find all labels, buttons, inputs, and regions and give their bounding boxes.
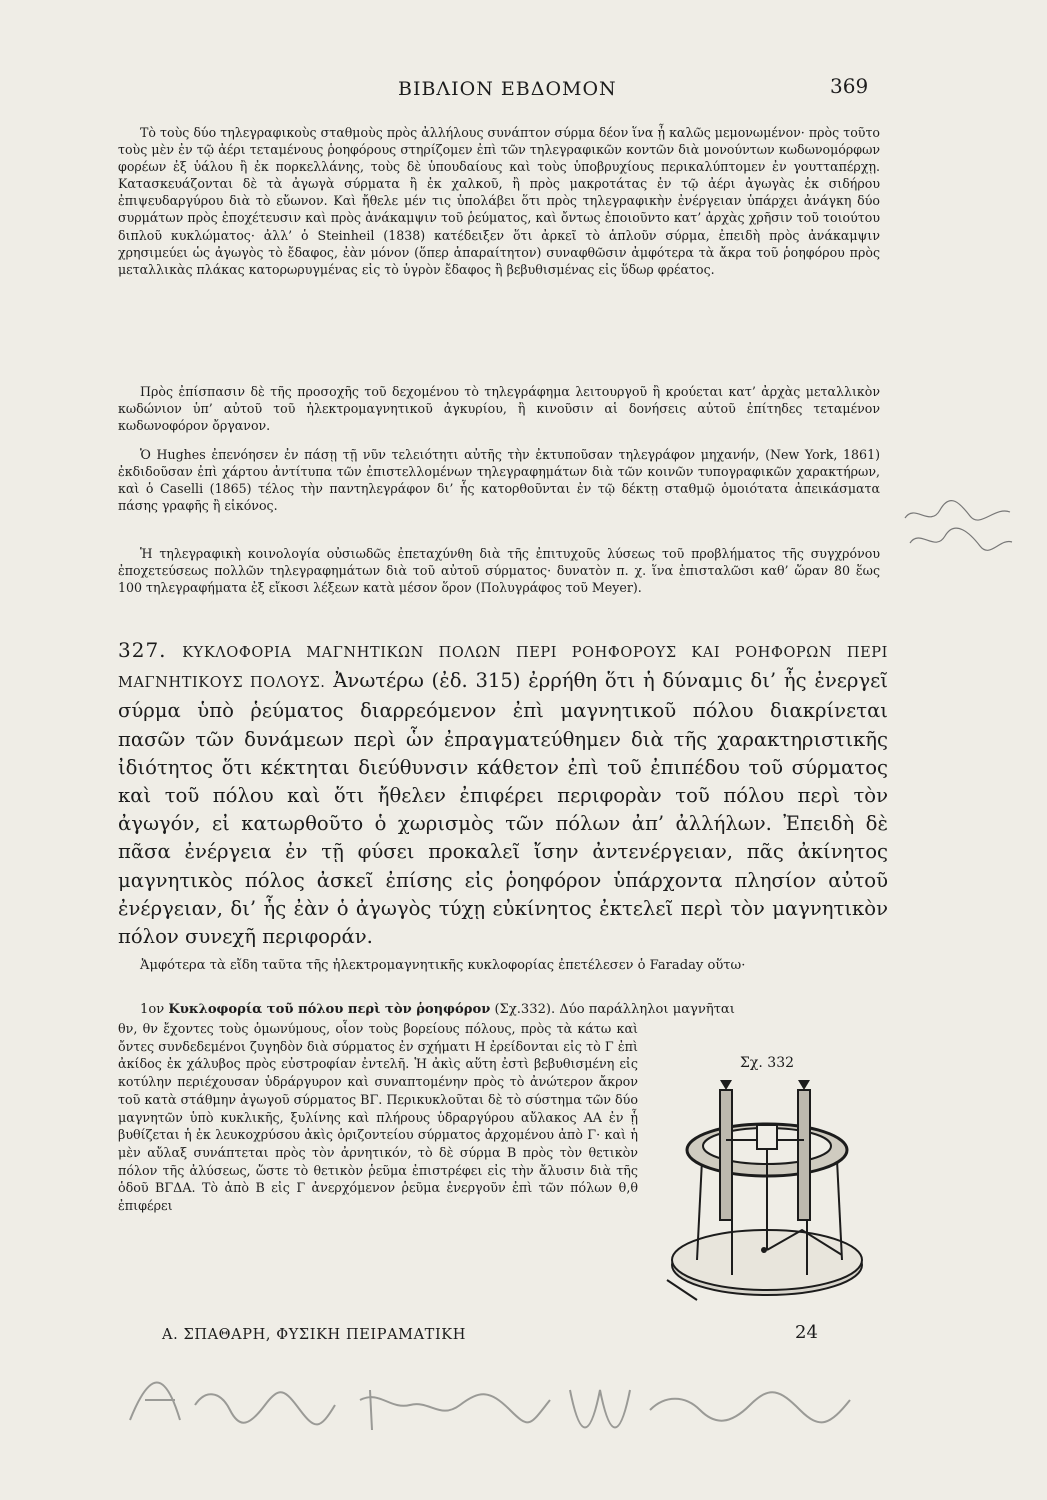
subsection-lead	[118, 1001, 883, 1020]
section-heading: ΚΥΚΛΟΦΟΡΙΑ ΜΑΓΝΗΤΙΚΩΝ ΠΟΛΩΝ ΠΕΡΙ ΡΟΗΦΟΡΟΥΣ ΚΑΙ ΡΟΗΦΟΡΩΝ ΠΕΡΙ ΜΑΓΝΗΤΙΚΟΥΣ ΠΟΛΟΥΣ.	[118, 645, 888, 692]
paragraph: Ὁ Hughes ἐπενόησεν ἐν πάσῃ τῇ νῦν τελειότητι αὐτῆς τὴν ἐκτυποῦσαν τηλεγράφον μηχανήν, (New York, 1861) ἐκδιδοῦσαν ἐπὶ χάρτου ἀντίτυπα τῶν ἐπιστελλομένων τηλεγραφημάτων διὰ τῶν κοινῶν τυπογραφικῶν χαρακτήρων, καὶ ὁ Caselli (1865) τέλος τὴν παντηλεγράφον δι’ ἧς κατορθοῦνται ἐν τῷ δέκτῃ σταθμῷ ὁμοιότατα ἀπεικάσματα πάσης γραφῆς ἢ εἰκόνος.	[118, 447, 880, 514]
paragraph-faraday	[118, 957, 883, 976]
page-number: 369	[830, 74, 869, 98]
paragraph-wiring	[118, 124, 880, 278]
signature-mark: 24	[795, 1322, 818, 1343]
paragraph: Ἀμφότερα τὰ εἴδη ταῦτα τῆς ἠλεκτρομαγνητικῆς κυκλοφορίας ἐπετέλεσεν ὁ Faraday οὕτω·	[140, 958, 746, 973]
paragraph-multiplex	[118, 545, 880, 596]
subsection-column: θν, θν ἔχοντες τοὺς ὁμωνύμους, οἷον τοὺς βορείους πόλους, πρὸς τὰ κάτω καὶ ὄντες συνδεδεμένοι ζυγηδὸν διὰ σύρματος ἐν σχήματι Η ἐρείδονται εἰς τὸ Γ ἐπὶ ἀκίδος ἐκ χάλυβος πρὸς εὐστροφίαν ἐντελῆ. Ἡ ἀκὶς αὕτη ἐστὶ βεβυθισμένη εἰς κοτύλην περιέχουσαν ὑδράργυρον καὶ συναπτομένην πρὸς τὸ ἀνώτερον ἄκρον τοῦ κατὰ στάθμην ἀγωγοῦ σύρματος ΒΓ. Περικυκλοῦται δὲ τὸ σύστημα τῶν δύο μαγνητῶν ὑπὸ κυκλικῆς, ξυλίνης καὶ πλήρους ὑδραργύρου αὔλακος ΑΑ ἐν ᾗ βυθίζεται ἡ ἐκ λευκοχρύσου ἀκὶς ὁριζοντείου σύρματος ἀρχομένου ἀπὸ Γ· καὶ ἡ μὲν αὔλαξ συνάπτεται πρὸς τὸν ἀρνητικόν, τὸ δὲ σύρμα Β πρὸς τὸν θετικὸν πόλον τῆς ἀλύσεως, ὥστε τὸ θετικὸν ῥεῦμα ἐπιστρέφει εἰς τὴν ἄλυσιν διὰ τῆς ὁδοῦ ΒΓΔΑ. Τὸ ἀπὸ Β εἰς Γ ἀνερχόμενον ῥεῦμα ἐνεργοῦν ἐπὶ τῶν πόλων θ,θ ἐπιφέρει	[118, 1021, 638, 1214]
footer-title: Α. ΣΠΑΘΑΡΗ, ΦΥΣΙΚΗ ΠΕΙΡΑΜΑΤΙΚΗ	[162, 1327, 466, 1343]
handwritten-annotation	[110, 1350, 870, 1460]
section-327	[118, 636, 888, 951]
section-number: 327.	[118, 638, 167, 662]
subsection-title: Κυκλοφορία τοῦ πόλου περὶ τὸν ῥοηφόρον	[168, 1002, 491, 1017]
subsection-lead-rest: (Σχ.332). Δύο παράλληλοι μαγνῆται	[494, 1002, 735, 1017]
section-body: Ἀνωτέρω (ἐδ. 315) ἐρρήθη ὅτι ἡ δύναμις δι’ ἧς ἐνεργεῖ σύρμα ὑπὸ ῥεύματος διαρρεόμενον ἐπὶ μαγνητικοῦ πόλου διακρίνεται πασῶν τῶν δυνάμεων περὶ ὧν ἐπραγματεύθημεν διὰ τῆς χαρακτηριστικῆς ἰδιότητος ὅτι κέκτηται διεύθυνσιν κάθετον ἐπὶ τοῦ ἐπιπέδου τοῦ σύρματος καὶ τοῦ πόλου καὶ ὅτι ἤθελεν ἐπιφέρει περιφορὰν τοῦ πόλου περὶ τὸν ἀγωγόν, εἰ κατωρθοῦτο ὁ χωρισμὸς τῶν πόλων ἀπ’ ἀλλήλων. Ἐπειδὴ δὲ πᾶσα ἐνέργεια ἐν τῇ φύσει προκαλεῖ ἴσην ἀντενέργειαν, πᾶς ἀκίνητος μαγνητικὸς πόλος ἀσκεῖ ἐπίσης εἰς ῥοηφόρον ὑπάρχοντα πλησίον αὐτοῦ ἐνέργειαν, δι’ ἧς ἐὰν ὁ ἀγωγὸς τύχῃ εὐκίνητος ἐκτελεῖ περὶ τὸν μαγνητικὸν πόλον συνεχῆ περιφοράν.	[118, 669, 888, 949]
figure-label: Σχ. 332	[740, 1055, 795, 1071]
subsection-number: 1ον	[140, 1002, 165, 1017]
paragraph-bell	[118, 383, 880, 434]
paragraph: Τὸ τοὺς δύο τηλεγραφικοὺς σταθμοὺς πρὸς ἀλλήλους συνάπτον σύρμα δέον ἵνα ᾖ καλῶς μεμονωμένον· πρὸς τοῦτο τοὺς μὲν ἐν τῷ ἀέρι τεταμένους ῥοηφόρους στηρίζομεν ἐπὶ τῶν τηλεγραφικῶν κοντῶν διὰ μονούντων κωδωνομόρφων φορέων ἐξ ὑάλου ἢ ἐκ πορκελλάνης, τοὺς δὲ ὑπουδαίους καὶ τοὺς ὑποβρυχίους περικαλύπτομεν ἐν γουτταπέρχῃ. Κατασκευάζονται δὲ τὰ ἀγωγὰ σύρματα ἢ ἐκ χαλκοῦ, ἢ πρὸς μακροτάτας ἐν τῷ ἀέρι ἀγωγὰς ἐκ σιδήρου ἐπιψευδαργύρου διὰ τὸ εὔωνον. Καὶ ἤθελε μέν τις ὑπολάβει ὅτι πρὸς τηλεγραφικὴν ἐνέργειαν ὑπάρχει ἀνάγκη δύο συρμάτων πρὸς ἐποχέτευσιν καὶ πρὸς ἀνάκαμψιν τοῦ ῥεύματος, καὶ ὄντως ἐποιοῦντο κατ’ ἀρχὰς χρῆσιν τοῦ τοιούτου διπλοῦ κυκλώματος· ἀλλ’ ὁ Steinheil (1838) κατέδειξεν ὅτι ἀρκεῖ τὸ ἁπλοῦν σύρμα, ἐπειδὴ πρὸς ἀνάκαμψιν χρησιμεύει ὡς ἀγωγὸς τὸ ἔδαφος, ἐὰν μόνον (ὅπερ ἀπαραίτητον) συναφθῶσιν ἀμφότερα τὰ ἄκρα τοῦ ῥοηφόρου πρὸς μεταλλικὰς πλάκας κατορωρυγμένας εἰς τὸ ὑγρὸν ἔδαφος ἢ βεβυθισμένας εἰς ὕδωρ φρέατος.	[118, 125, 880, 277]
margin-scribble	[900, 498, 1020, 578]
running-header: ΒΙΒΛΙΟΝ ΕΒΔΟΜΟΝ	[398, 78, 617, 100]
apparatus-figure	[652, 1050, 882, 1310]
paragraph: Ἡ τηλεγραφικὴ κοινολογία οὐσιωδῶς ἐπεταχύνθη διὰ τῆς ἐπιτυχοῦς λύσεως τοῦ προβλήματος τῆς συγχρόνου ἐποχετεύσεως πολλῶν τηλεγραφημάτων διὰ τοῦ αὐτοῦ σύρματος· δυνατὸν π. χ. ἵνα ἐπισταλῶσι καθ’ ὥραν 80 ἕως 100 τηλεγραφήματα ἐξ εἴκοσι λέξεων κατὰ μέσον ὅρον (Πολυγράφος τοῦ Meyer).	[118, 546, 880, 596]
paragraph-hughes	[118, 446, 880, 514]
paragraph: Πρὸς ἐπίσπασιν δὲ τῆς προσοχῆς τοῦ δεχομένου τὸ τηλεγράφημα λειτουργοῦ ἢ κρούεται κατ’ ἀρχὰς μεταλλικὸν κωδώνιον ὑπ’ αὐτοῦ τοῦ ἠλεκτρομαγνητικοῦ ἀγκυρίου, ἢ κινοῦσιν αἱ δονήσεις αὐτοῦ ἐπίτηδες τεταμένον κωδωνοφόρον ὄργανον.	[118, 384, 880, 434]
